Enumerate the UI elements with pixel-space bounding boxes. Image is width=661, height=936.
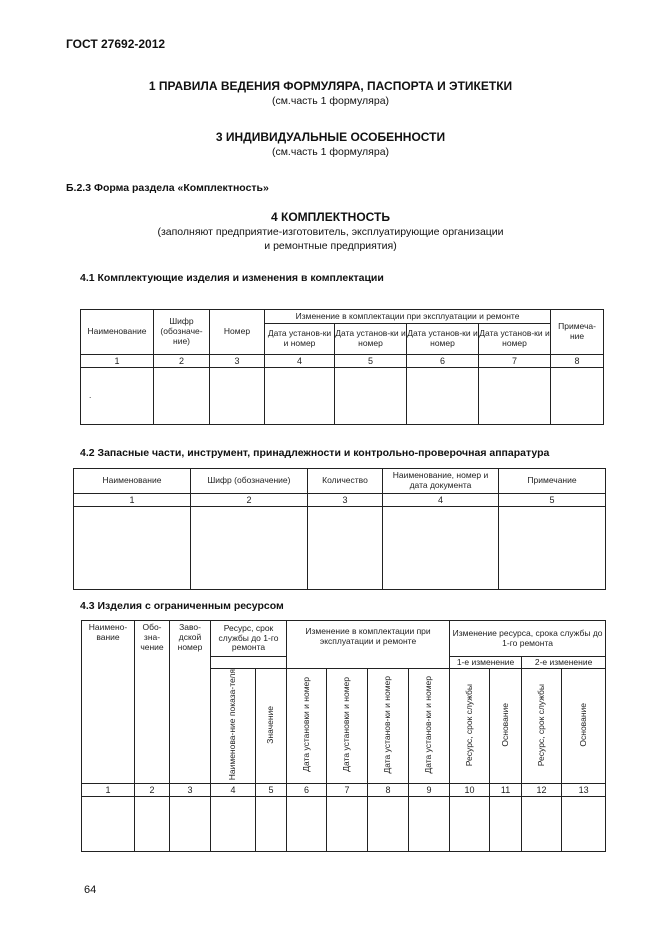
section-4-note-2: и ремонтные предприятия) xyxy=(264,240,397,252)
col-resource-change-group: Изменение ресурса, срока службы до 1-го ремонта xyxy=(450,621,606,657)
col-metric xyxy=(211,669,256,784)
section-4-title: 4 КОМПЛЕКТНОСТЬ xyxy=(271,210,390,224)
table-cell xyxy=(287,797,327,852)
col-num: 1 xyxy=(82,784,135,797)
col-num: 5 xyxy=(335,355,407,368)
col-num: 4 xyxy=(383,494,499,507)
table-cell xyxy=(409,797,450,852)
table-4-2-title: 4.2 Запасные части, инструмент, принадлежности и контрольно-проверочная аппаратура xyxy=(80,447,550,459)
col-num: 5 xyxy=(256,784,287,797)
col-num: 4 xyxy=(211,784,256,797)
table-4-1 xyxy=(80,309,604,425)
col-quantity: Количество xyxy=(308,469,383,494)
col-change-group: Изменение в комплектации при эксплуатации и ремонте xyxy=(265,310,551,324)
col-resource-group: Ресурс, срок службы до 1-го ремонта xyxy=(211,621,287,657)
col-change-group: Изменение в комплектации при эксплуатации и ремонте xyxy=(287,621,450,669)
col-num: 3 xyxy=(210,355,265,368)
table-cell xyxy=(450,797,490,852)
col-code: Обо-зна-чение xyxy=(135,621,170,784)
col-res-10 xyxy=(450,669,490,784)
section-1-note: (см.часть 1 формуляра) xyxy=(271,95,390,107)
col-num: 1 xyxy=(74,494,191,507)
table-cell xyxy=(368,797,409,852)
col-number: Номер xyxy=(210,310,265,355)
vertical-label: Дата установ-ки и номер xyxy=(423,675,434,774)
col-second-change: 2-е изменение xyxy=(522,657,606,669)
col-num: 6 xyxy=(407,355,479,368)
col-date-6: Дата установ-ки и номер xyxy=(407,324,479,355)
col-num: 9 xyxy=(409,784,450,797)
col-serial: Заво-дской номер xyxy=(170,621,211,784)
table-cell xyxy=(490,797,522,852)
col-name: Наименование xyxy=(74,469,191,494)
table-cell xyxy=(407,368,479,425)
table-cell xyxy=(562,797,606,852)
table-4-2 xyxy=(73,468,606,590)
col-num: 2 xyxy=(135,784,170,797)
vertical-label: Значение xyxy=(265,705,276,744)
col-name: Наимено-вание xyxy=(82,621,135,784)
col-num: 6 xyxy=(287,784,327,797)
col-date-5: Дата установ-ки и номер xyxy=(335,324,407,355)
col-note: Примеча-ние xyxy=(551,310,604,355)
col-num: 8 xyxy=(368,784,409,797)
table-cell xyxy=(335,368,407,425)
table-cell xyxy=(522,797,562,852)
table-4-1-title: 4.1 Комплектующие изделия и изменения в комплектации xyxy=(80,272,384,284)
col-num: 8 xyxy=(551,355,604,368)
table-cell xyxy=(135,797,170,852)
col-num: 11 xyxy=(490,784,522,797)
table-cell xyxy=(308,507,383,590)
col-note: Примечание xyxy=(499,469,606,494)
col-document: Наименование, номер и дата документа xyxy=(383,469,499,494)
table-cell xyxy=(74,507,191,590)
col-num: 1 xyxy=(81,355,154,368)
table-cell xyxy=(327,797,368,852)
col-code: Шифр (обозначение) xyxy=(191,469,308,494)
col-num: 10 xyxy=(450,784,490,797)
table-cell xyxy=(479,368,551,425)
subsection-b23: Б.2.3 Форма раздела «Комплектность» xyxy=(66,182,269,194)
table-4-3-title: 4.3 Изделия с ограниченным ресурсом xyxy=(80,600,284,612)
section-3-note: (см.часть 1 формуляра) xyxy=(271,146,390,158)
table-4-3 xyxy=(81,620,606,852)
table-cell xyxy=(499,507,606,590)
col-date-9 xyxy=(409,669,450,784)
col-date-7 xyxy=(327,669,368,784)
col-date-4: Дата установ-ки и номер xyxy=(265,324,335,355)
table-cell xyxy=(256,797,287,852)
vertical-label: Ресурс, срок службы xyxy=(463,683,474,766)
section-4-note-1: (заполняют предприятие-изготовитель, эксплуатирующие организации xyxy=(157,226,504,238)
vertical-label: Основание xyxy=(577,702,588,747)
vertical-label: Наименова-ние показа-теля xyxy=(227,669,238,781)
col-basis-11 xyxy=(490,669,522,784)
col-date-8 xyxy=(368,669,409,784)
table-cell xyxy=(211,797,256,852)
col-num: 3 xyxy=(308,494,383,507)
table-cell xyxy=(170,797,211,852)
stray-dot: . xyxy=(89,390,92,401)
section-3-title: 3 ИНДИВИДУАЛЬНЫЕ ОСОБЕННОСТИ xyxy=(215,130,446,144)
col-num: 4 xyxy=(265,355,335,368)
col-num: 2 xyxy=(154,355,210,368)
table-cell xyxy=(82,797,135,852)
vertical-label: Ресурс, срок службы xyxy=(535,683,546,766)
table-cell xyxy=(210,368,265,425)
table-cell xyxy=(265,368,335,425)
vertical-label: Дата установ-ки и номер xyxy=(382,675,393,774)
table-cell xyxy=(211,657,287,669)
col-value xyxy=(256,669,287,784)
col-date-7: Дата установ-ки и номер xyxy=(479,324,551,355)
col-code: Шифр (обозначе-ние) xyxy=(154,310,210,355)
col-date-6 xyxy=(287,669,327,784)
vertical-label: Дата установки и номер xyxy=(341,677,352,772)
vertical-label: Дата установки и номер xyxy=(300,677,311,772)
col-basis-13 xyxy=(562,669,606,784)
col-res-12 xyxy=(522,669,562,784)
table-cell xyxy=(191,507,308,590)
col-num: 12 xyxy=(522,784,562,797)
col-name: Наименование xyxy=(81,310,154,355)
col-num: 7 xyxy=(479,355,551,368)
col-num: 13 xyxy=(562,784,606,797)
table-cell xyxy=(383,507,499,590)
document-header: ГОСТ 27692-2012 xyxy=(66,37,166,51)
col-first-change: 1-е изменение xyxy=(450,657,522,669)
col-num: 2 xyxy=(191,494,308,507)
table-cell xyxy=(551,368,604,425)
section-1-title: 1 ПРАВИЛА ВЕДЕНИЯ ФОРМУЛЯРА, ПАСПОРТА И ЭТИКЕТКИ xyxy=(148,79,513,93)
table-cell xyxy=(154,368,210,425)
col-num: 5 xyxy=(499,494,606,507)
col-num: 7 xyxy=(327,784,368,797)
col-num: 3 xyxy=(170,784,211,797)
table-cell xyxy=(81,368,154,425)
vertical-label: Основание xyxy=(499,702,510,747)
page-number: 64 xyxy=(84,884,97,896)
